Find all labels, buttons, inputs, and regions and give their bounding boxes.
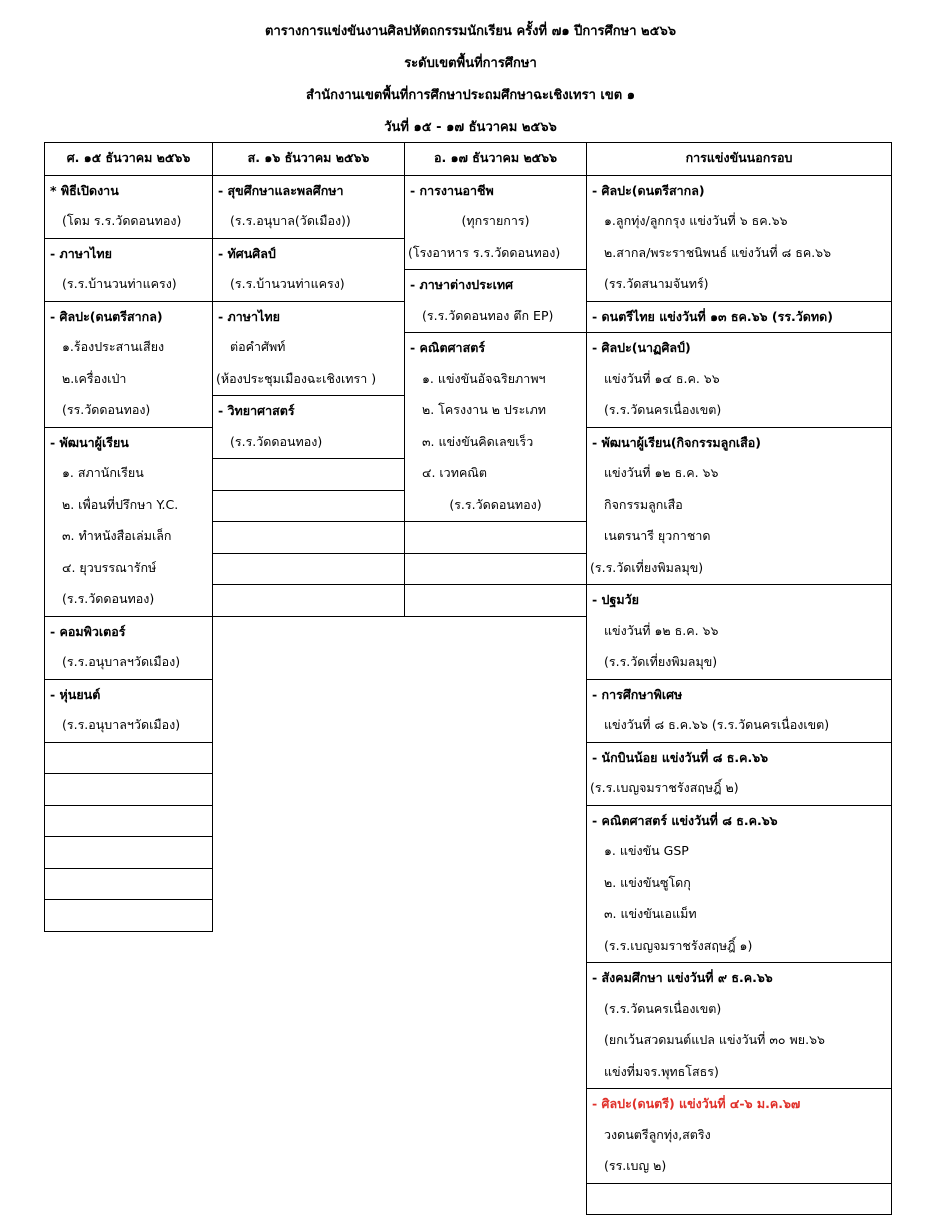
schedule-entry: (ร.ร.วัดดอนทอง) <box>62 591 155 606</box>
schedule-entry: (ห้องประชุมเมืองฉะเชิงเทรา ) <box>216 370 377 386</box>
schedule-entry: แข่งวันที่ ๑๔ ธ.ค. ๖๖ <box>604 370 720 386</box>
schedule-entry: เนตรนารี ยุวกาชาด <box>604 528 711 543</box>
schedule-entry: ๒. โครงงาน ๒ ประเภท <box>422 402 547 417</box>
category-heading: - การศึกษาพิเศษ <box>587 679 891 711</box>
schedule-entry: ๓. ทำหนังสือเล่มเล็ก <box>62 528 172 543</box>
schedule-entry: (ร.ร.บ้านวนท่าแครง) <box>62 276 177 291</box>
schedule-entry: ๒. แข่งขันซูโดกุ <box>604 874 691 890</box>
category-heading: - คณิตศาสตร์ แข่งวันที่ ๘ ธ.ค.๖๖ <box>587 805 891 837</box>
category-heading: - วิทยาศาสตร์ <box>213 395 404 427</box>
schedule-entry: แข่งที่มจร.พุทธโสธร) <box>604 1063 719 1079</box>
schedule-column-offround <box>586 142 892 1215</box>
category-heading: - การงานอาชีพ <box>405 175 586 207</box>
schedule-entry: ๑. แข่งขัน GSP <box>604 843 689 858</box>
empty-row <box>405 521 586 553</box>
category-heading: - หุ่นยนต์ <box>45 679 212 711</box>
empty-row <box>587 1183 891 1215</box>
schedule-entry: (ร.ร.บ้านวนท่าแครง) <box>230 276 345 291</box>
category-heading: - สังคมศึกษา แข่งวันที่ ๙ ธ.ค.๖๖ <box>587 962 891 994</box>
schedule-entry: (โรงอาหาร ร.ร.วัดดอนทอง) <box>408 244 561 260</box>
schedule-entry: ๓. แข่งขันเอแม็ท <box>604 906 697 921</box>
schedule-entry: (ร.ร.วัดเที่ยงพิมลมุข) <box>590 559 704 575</box>
schedule-entry: (รร.วัดสนามจันทร์) <box>604 276 709 291</box>
schedule-entry: (ร.ร.วัดดอนทอง) <box>230 433 323 449</box>
schedule-entry: แข่งวันที่ ๑๒ ธ.ค. ๖๖ <box>604 622 719 638</box>
empty-row <box>213 521 404 553</box>
category-heading: - คอมพิวเตอร์ <box>45 616 212 648</box>
category-heading: - ศิลปะ(ดนตรี) แข่งวันที่ ๔-๖ ม.ค.๖๗ <box>587 1088 891 1120</box>
column-header: อ. ๑๗ ธันวาคม ๒๕๖๖ <box>433 150 558 165</box>
category-heading: - ศิลปะ(ดนตรีสากล) <box>587 175 891 207</box>
schedule-column-day2 <box>212 142 405 617</box>
schedule-entry: (ร.ร.อนุบาลฯวัดเมือง) <box>62 654 181 669</box>
schedule-entry: (ยกเว้นสวดมนต์แปล แข่งวันที่ ๓๐ พย.๖๖ <box>604 1032 825 1047</box>
schedule-entry: (ร.ร.วัดนครเนื่องเขต) <box>604 1000 722 1016</box>
doc-subtitle-level: ระดับเขตพื้นที่การศึกษา <box>404 56 537 71</box>
schedule-entry: ๒.เครื่องเป่า <box>62 370 127 386</box>
schedule-entry: ๒.สากล/พระราชนิพนธ์ แข่งวันที่ ๘ ธค.๖๖ <box>604 244 832 260</box>
empty-row <box>45 805 212 837</box>
empty-row <box>213 490 404 522</box>
category-heading: - ปฐมวัย <box>587 584 891 616</box>
schedule-entry: (ทุกรายการ) <box>461 213 530 228</box>
empty-row <box>45 899 212 931</box>
empty-row <box>45 836 212 868</box>
schedule-entry: ต่อคำศัพท์ <box>230 339 286 354</box>
schedule-entry: (ร.ร.วัดดอนทอง) <box>449 496 542 512</box>
empty-row <box>45 742 212 774</box>
category-heading: * พิธีเปิดงาน <box>45 175 212 207</box>
empty-row <box>213 458 404 490</box>
schedule-entry: กิจกรรมลูกเสือ <box>604 496 683 512</box>
schedule-entry: (ร.ร.เบญจมราชรังสฤษฎิ์ ๑) <box>604 937 753 953</box>
category-heading: - ดนตรีไทย แข่งวันที่ ๑๓ ธค.๖๖ (รร.วัดทด) <box>587 301 891 333</box>
empty-row <box>213 584 404 616</box>
category-heading: - ศิลปะ(ดนตรีสากล) <box>45 301 212 333</box>
schedule-entry: แข่งวันที่ ๘ ธ.ค.๖๖ (ร.ร.วัดนครเนื่องเขต) <box>604 717 830 732</box>
doc-subtitle-office: สำนักงานเขตพื้นที่การศึกษาประถมศึกษาฉะเชิงเทรา เขต ๑ <box>306 88 635 103</box>
schedule-column-day3 <box>404 142 587 617</box>
schedule-column-day1 <box>44 142 213 932</box>
schedule-entry: ๑.ลูกทุ่ง/ลูกกรุง แข่งวันที่ ๖ ธค.๖๖ <box>604 213 788 228</box>
empty-row <box>45 868 212 900</box>
empty-row <box>405 584 586 616</box>
schedule-entry: ๔. ยุวบรรณารักษ์ <box>62 559 157 575</box>
schedule-entry: (รร.วัดดอนทอง) <box>62 402 151 417</box>
schedule-entry: แข่งวันที่ ๑๒ ธ.ค. ๖๖ <box>604 465 719 480</box>
empty-row <box>45 773 212 805</box>
schedule-entry: ๓. แข่งขันคิดเลขเร็ว <box>422 433 534 449</box>
schedule-entry: ๑.ร้องประสานเสียง <box>62 339 165 354</box>
doc-date-range: วันที่ ๑๕ - ๑๗ ธันวาคม ๒๕๖๖ <box>384 120 557 135</box>
category-heading: - สุขศึกษาและพลศึกษา <box>213 175 404 207</box>
category-heading: - คณิตศาสตร์ <box>405 332 586 364</box>
schedule-entry: (รร.เบญ ๒) <box>604 1158 667 1173</box>
schedule-entry: ๑. แข่งขันอัจฉริยภาพฯ <box>422 370 546 386</box>
column-header: ศ. ๑๕ ธันวาคม ๒๕๖๖ <box>66 150 191 165</box>
column-header: การแข่งขันนอกรอบ <box>685 150 793 165</box>
category-heading: - ภาษาไทย <box>45 238 212 270</box>
schedule-entry: ๔. เวทคณิต <box>422 465 488 480</box>
schedule-entry: (ร.ร.วัดนครเนื่องเขต) <box>604 402 722 417</box>
schedule-entry: วงดนตรีลูกทุ่ง,สตริง <box>604 1126 711 1142</box>
category-heading: - ทัศนศิลป์ <box>213 238 404 270</box>
schedule-entry: ๒. เพื่อนที่ปรึกษา Y.C. <box>62 496 179 512</box>
empty-row <box>213 553 404 585</box>
schedule-entry: (ร.ร.อนุบาล(วัดเมือง)) <box>230 213 351 228</box>
empty-row <box>405 553 586 585</box>
schedule-entry: (โดม ร.ร.วัดดอนทอง) <box>62 213 182 228</box>
schedule-entry: ๑. สภานักเรียน <box>62 465 144 480</box>
schedule-entry: (ร.ร.วัดดอนทอง ตึก EP) <box>422 307 554 323</box>
category-heading: - ภาษาต่างประเทศ <box>405 269 586 301</box>
category-heading: - พัฒนาผู้เรียน <box>45 427 212 459</box>
category-heading: - ศิลปะ(นาฏศิลป์) <box>587 332 891 364</box>
column-header: ส. ๑๖ ธันวาคม ๒๕๖๖ <box>247 150 370 165</box>
schedule-entry: (ร.ร.อนุบาลฯวัดเมือง) <box>62 717 181 732</box>
doc-title: ตารางการแข่งขันงานศิลปหัตถกรรมนักเรียน ครั้งที่ ๗๑ ปีการศึกษา ๒๕๖๖ <box>265 24 676 39</box>
schedule-entry: (ร.ร.เบญจมราชรังสฤษฎิ์ ๒) <box>590 780 739 795</box>
category-heading: - นักบินน้อย แข่งวันที่ ๘ ธ.ค.๖๖ <box>587 742 891 774</box>
schedule-entry: (ร.ร.วัดเที่ยงพิมลมุข) <box>604 654 718 669</box>
category-heading: - ภาษาไทย <box>213 301 404 333</box>
category-heading: - พัฒนาผู้เรียน(กิจกรรมลูกเสือ) <box>587 427 891 459</box>
